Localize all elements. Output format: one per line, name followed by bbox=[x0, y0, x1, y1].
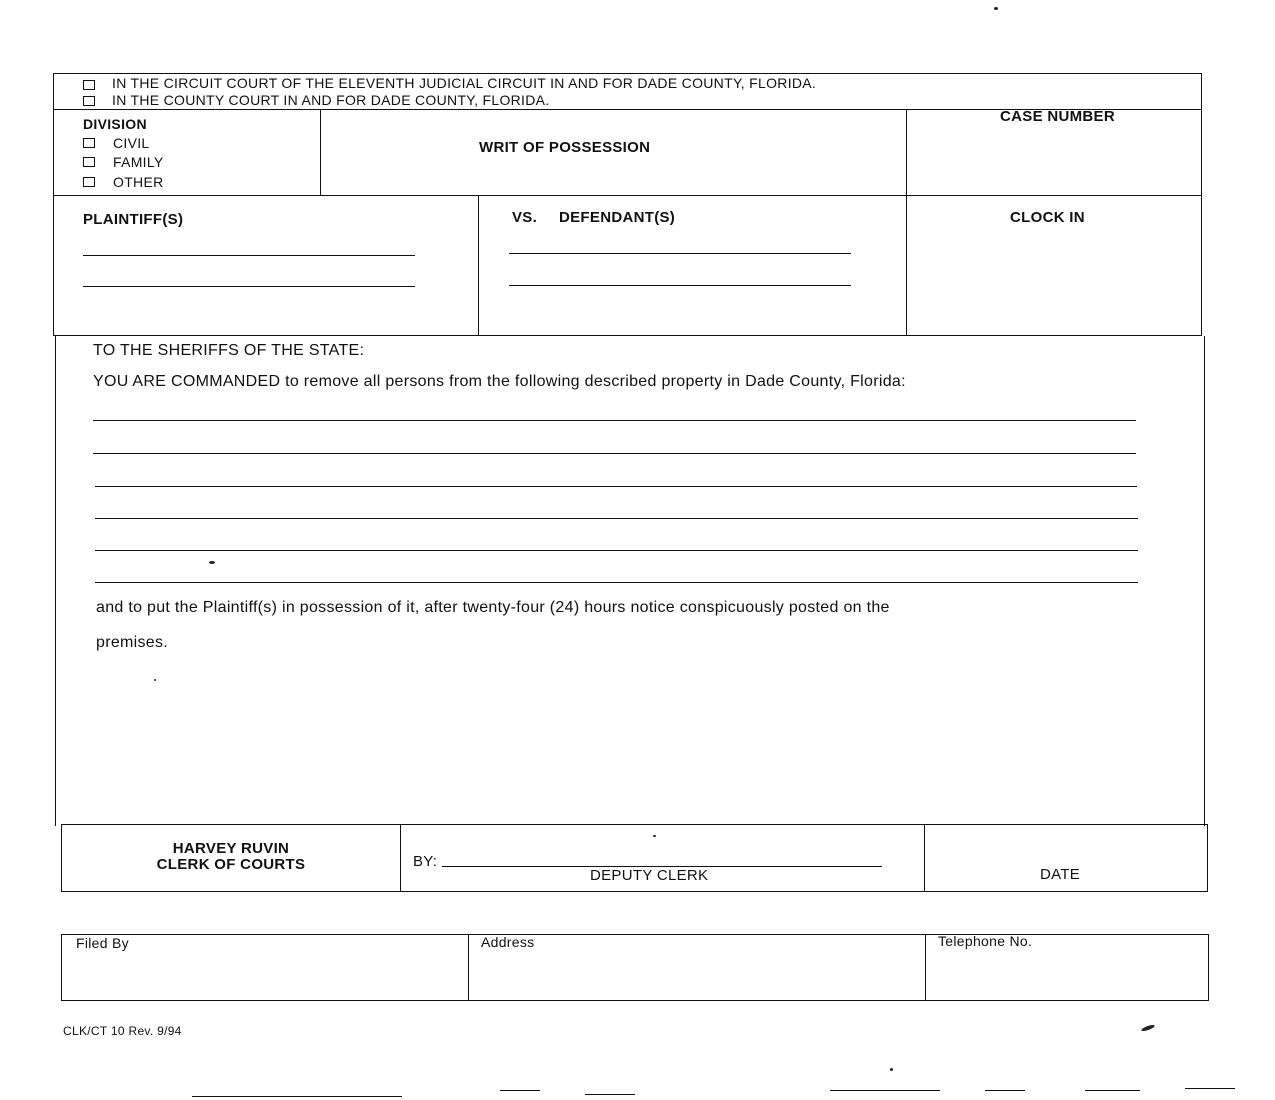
division-civil-checkbox[interactable] bbox=[83, 138, 95, 148]
telephone-label: Telephone No. bbox=[938, 933, 1033, 949]
divider-line bbox=[924, 824, 925, 892]
defendant-label: DEFENDANT(S) bbox=[559, 209, 676, 226]
divider-line bbox=[1204, 336, 1205, 826]
scan-speck bbox=[994, 7, 998, 10]
address-label: Address bbox=[481, 934, 535, 950]
divider-line bbox=[478, 195, 479, 336]
plaintiff-line-1[interactable] bbox=[83, 255, 415, 256]
circuit-court-label: IN THE CIRCUIT COURT OF THE ELEVENTH JUDICIAL CIRCUIT IN AND FOR DADE COUNTY, FLORIDA. bbox=[112, 75, 817, 91]
by-label: BY: bbox=[413, 853, 438, 870]
scan-mark bbox=[1085, 1090, 1140, 1091]
scan-speck bbox=[209, 561, 215, 564]
scan-mark bbox=[500, 1090, 540, 1091]
divider-line bbox=[468, 934, 469, 1001]
case-number-label: CASE NUMBER bbox=[1000, 108, 1115, 125]
scan-mark bbox=[830, 1090, 940, 1091]
divider-line bbox=[53, 195, 1202, 196]
divider-line bbox=[906, 195, 907, 336]
scan-speck bbox=[890, 1068, 893, 1071]
divider-line bbox=[400, 824, 401, 892]
property-line-5[interactable] bbox=[95, 550, 1138, 551]
property-line-1[interactable] bbox=[93, 420, 1136, 421]
scan-mark bbox=[192, 1096, 402, 1097]
clock-in-label: CLOCK IN bbox=[1010, 209, 1085, 226]
scan-mark bbox=[1185, 1088, 1235, 1089]
date-label: DATE bbox=[1040, 866, 1081, 883]
divider-line bbox=[320, 109, 321, 195]
divider-line bbox=[906, 109, 907, 195]
defendant-line-1[interactable] bbox=[509, 253, 851, 254]
telephone-field[interactable] bbox=[929, 955, 1205, 997]
property-line-2[interactable] bbox=[93, 453, 1136, 454]
division-other-checkbox[interactable] bbox=[83, 177, 95, 187]
clerk-name: HARVEY RUVIN bbox=[172, 840, 290, 857]
plaintiff-line-2[interactable] bbox=[83, 286, 415, 287]
divider-line bbox=[925, 934, 926, 1001]
scan-mark bbox=[585, 1094, 635, 1095]
property-line-6[interactable] bbox=[95, 582, 1138, 583]
division-heading: DIVISION bbox=[83, 116, 147, 132]
scan-speck bbox=[1141, 1024, 1156, 1033]
case-number-field[interactable] bbox=[910, 130, 1198, 192]
command-text: YOU ARE COMMANDED to remove all persons from the following described property in Dade County, Florida: bbox=[93, 373, 906, 390]
county-court-label: IN THE COUNTY COURT IN AND FOR DADE COUNTY, FLORIDA. bbox=[112, 92, 550, 108]
county-court-checkbox[interactable] bbox=[83, 96, 95, 106]
filed-by-label: Filed By bbox=[76, 935, 129, 951]
filed-by-field[interactable] bbox=[64, 955, 464, 997]
scan-mark bbox=[985, 1090, 1025, 1091]
plaintiff-label: PLAINTIFF(S) bbox=[83, 211, 184, 228]
continuation-text-end: premises. bbox=[96, 634, 169, 651]
vs-label: VS. bbox=[512, 209, 538, 226]
property-line-4[interactable] bbox=[95, 518, 1138, 519]
address-field[interactable] bbox=[472, 955, 922, 997]
division-family-checkbox[interactable] bbox=[83, 157, 95, 167]
scan-speck bbox=[154, 679, 156, 681]
property-line-3[interactable] bbox=[95, 486, 1137, 487]
division-family-label: FAMILY bbox=[113, 154, 164, 170]
divider-line bbox=[55, 336, 56, 826]
form-title: WRIT OF POSSESSION bbox=[479, 139, 651, 156]
division-other-label: OTHER bbox=[113, 174, 164, 190]
scan-speck bbox=[653, 835, 656, 837]
division-civil-label: CIVIL bbox=[113, 135, 150, 151]
salutation-text: TO THE SHERIFFS OF THE STATE: bbox=[93, 342, 365, 359]
deputy-clerk-label: DEPUTY CLERK bbox=[590, 867, 709, 884]
clerk-title: CLERK OF COURTS bbox=[156, 856, 306, 873]
defendant-line-2[interactable] bbox=[509, 285, 851, 286]
circuit-court-checkbox[interactable] bbox=[83, 80, 95, 90]
continuation-text: and to put the Plaintiff(s) in possession of it, after twenty-four (24) hours notice conspicuously posted on the bbox=[96, 599, 890, 616]
form-code: CLK/CT 10 Rev. 9/94 bbox=[63, 1024, 182, 1038]
